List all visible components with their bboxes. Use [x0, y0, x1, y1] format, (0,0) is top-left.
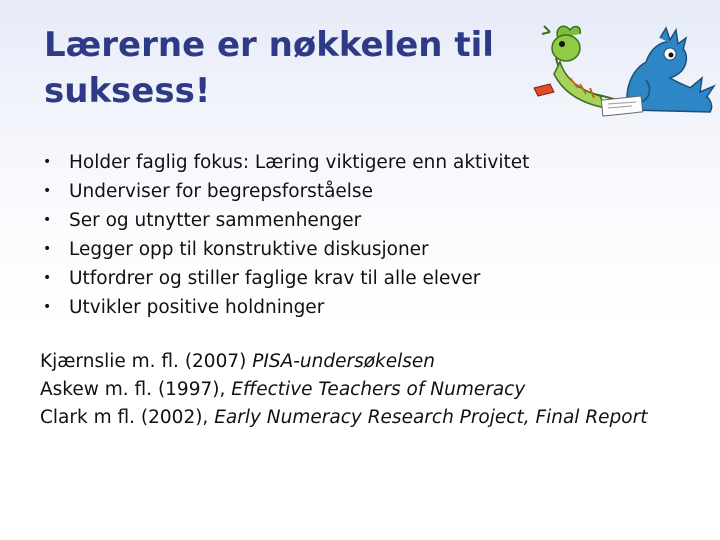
bullet-list — [42, 148, 529, 322]
reference-work-title: Early Numeracy Research Project, Final Report — [214, 407, 648, 428]
bullet-icon: • — [43, 241, 52, 257]
reference-author: Clark m fl. (2002), — [40, 407, 215, 428]
bullet-icon: • — [43, 183, 52, 199]
creature-icon — [534, 26, 643, 116]
bullet-text: Ser og utnytter sammenhenger — [69, 210, 362, 231]
references — [40, 348, 680, 432]
list-item — [42, 235, 529, 264]
reference-work-title: Effective Teachers of Numeracy — [231, 379, 526, 400]
list-item — [42, 293, 529, 322]
list-item — [42, 206, 529, 235]
bullet-text: Utvikler positive holdninger — [69, 297, 325, 318]
bullet-text: Utfordrer og stiller faglige krav til alle elever — [69, 268, 481, 289]
list-item — [42, 148, 529, 177]
bullet-icon: • — [43, 212, 52, 228]
bullet-text: Legger opp til konstruktive diskusjoner — [69, 239, 429, 260]
bullet-icon: • — [43, 270, 52, 286]
bullet-text: Underviser for begrepsforståelse — [69, 181, 373, 202]
reference-item — [40, 376, 680, 404]
reference-author: Kjærnslie m. fl. (2007) — [40, 351, 253, 372]
reference-author: Askew m. fl. (1997), — [40, 379, 232, 400]
title-line-1: Lærerne er nøkkelen til — [44, 25, 494, 65]
bullet-icon: • — [43, 299, 52, 315]
bullet-text: Holder faglig fokus: Læring viktigere enn aktivitet — [69, 152, 530, 173]
list-item — [42, 177, 529, 206]
list-item — [42, 264, 529, 293]
reference-work-title: PISA-undersøkelsen — [252, 351, 436, 372]
bullet-icon: • — [43, 154, 52, 170]
cartoon-illustration — [520, 18, 720, 118]
title-line-2: suksess! — [44, 71, 211, 111]
reference-item — [40, 348, 680, 376]
slide-title — [44, 22, 524, 114]
reference-item — [40, 404, 680, 432]
